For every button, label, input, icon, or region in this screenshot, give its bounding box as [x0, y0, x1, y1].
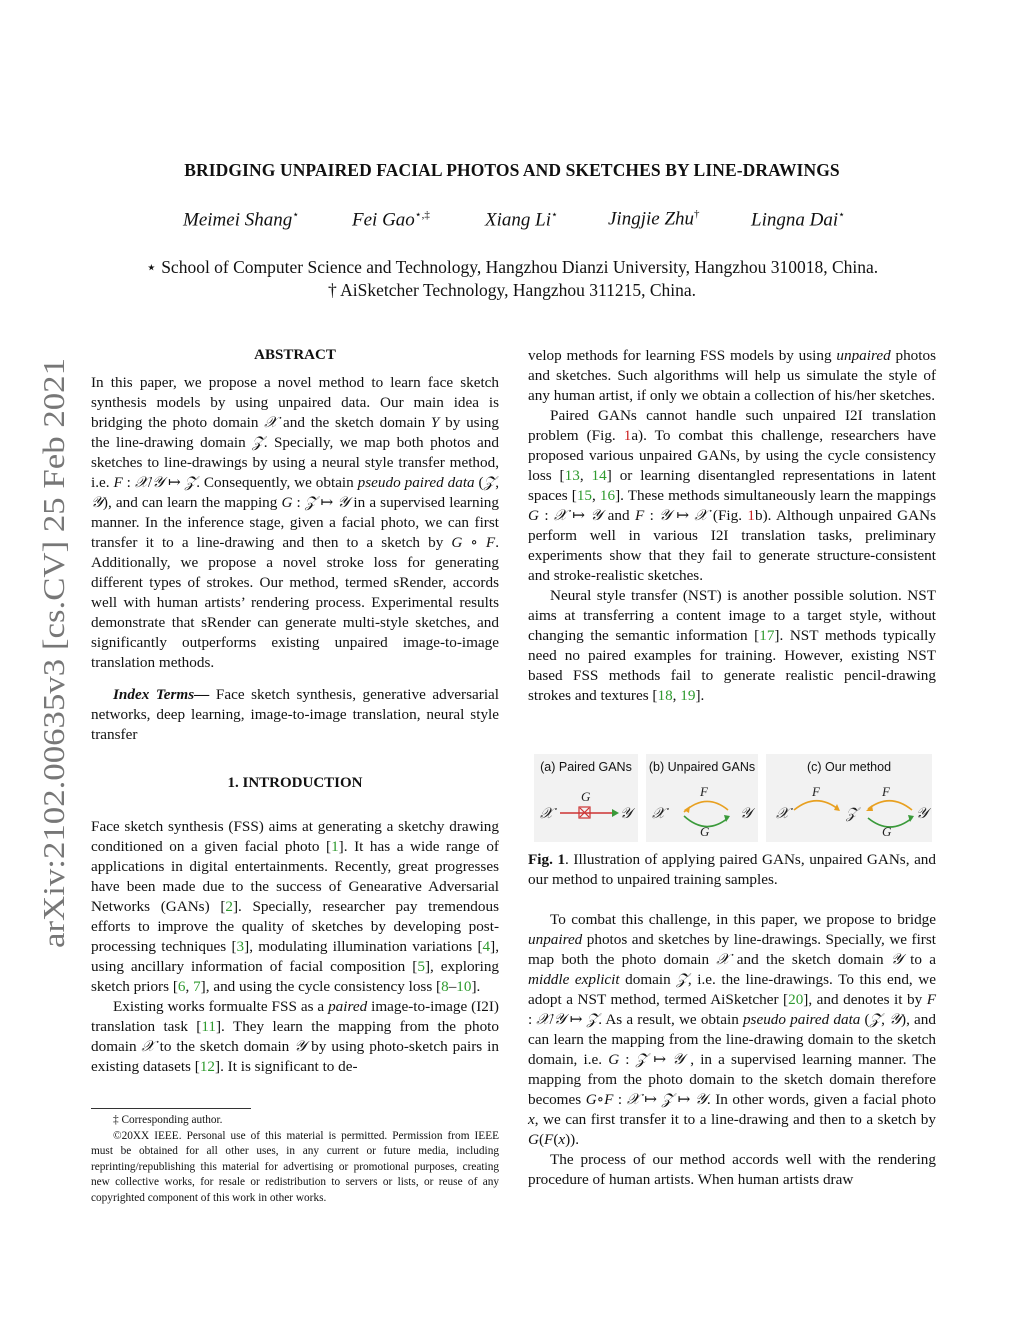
- mapping-g-label: G: [700, 824, 710, 839]
- domain-x-symbol: 𝒳: [776, 806, 789, 822]
- author-mark: ⋆,‡: [414, 209, 430, 221]
- panel-b-title: (b) Unpaired GANs: [648, 760, 756, 774]
- panel-a-diagram: [534, 754, 638, 842]
- panel-b-diagram: [646, 754, 758, 842]
- left-column: [91, 345, 499, 1077]
- author-name: Meimei Shang: [183, 209, 293, 231]
- author-4: [608, 208, 700, 230]
- footnote-corresponding: ‡ Corresponding author.: [113, 1114, 223, 1126]
- arrow-head: [612, 809, 619, 817]
- arxiv-stamp-text: arXiv:2102.00635v3 [cs.CV] 25 Feb 2021: [36, 422, 71, 948]
- author-mark: ⋆: [550, 209, 558, 221]
- mapping-g-label: G: [882, 824, 892, 839]
- intro-heading: 1. INTRODUCTION: [227, 775, 363, 791]
- domain-y-symbol: 𝒴: [740, 806, 752, 822]
- arxiv-stamp: [30, 350, 76, 950]
- caption-text: . Illustration of applying paired GANs, unpaired GANs, and our method to unpaired training samples.: [528, 851, 936, 888]
- author-3: [485, 208, 558, 231]
- footnote-rule: [91, 1108, 251, 1109]
- figure-panel-b: [646, 754, 758, 842]
- paper-title: BRIDGING UNPAIRED FACIAL PHOTOS AND SKETCHES BY LINE-DRAWINGS: [184, 160, 840, 180]
- author-2: [352, 208, 430, 231]
- intro-paragraph-2-cont: velop methods for learning FSS models by using unpaired photos and sketches. Such algorithms will help us simulate the style of any human artist, if only we obtain a collection of his/her sketches.: [528, 347, 936, 404]
- author-mark: ⋆: [838, 209, 845, 221]
- domain-z-symbol: 𝒵: [846, 806, 858, 822]
- intro-paragraph-5: To combat this challenge, in this paper, we propose to bridge unpaired photos and sketches by line-drawings. Specially, we first map both the photo domain 𝒳 and the sketch domain 𝒴 to a middle explicit domain 𝒵, i.e. the line-drawings. To this end, we adopt a NST method, termed AiSketcher [20], and denotes it by F : 𝒳/𝒴 ↦ 𝒵. As a result, we obtain pseudo paired data (𝒵, 𝒴), and can learn the mapping from the line-drawing domain to the sketch domain, i.e. G : 𝒵 ↦ 𝒴 , in a supervised learning manner. The mapping from the photo domain to the sketch domain therefore becomes G∘F : 𝒳 ↦ 𝒵 ↦ 𝒴. In other words, given a facial photo x, we can first transfer it to a line-drawing and then to a sketch by G(F(x)).: [528, 911, 937, 1148]
- footnote-copyright: ©20XX IEEE. Personal use of this material is permitted. Permission from IEEE must be obtained for all other uses, in any current or future media, including reprinting/republishing this material for advertising or promotional purposes, creating new collective works, for resale or redistribution to servers or lists, or reuse of any copyrighted component of this work in other works.: [91, 1129, 499, 1204]
- author-mark: ⋆: [292, 209, 300, 221]
- affiliation-2: † AiSketcher Technology, Hangzhou 311215, China.: [328, 280, 696, 300]
- mapping-g-label: G: [581, 789, 591, 804]
- panel-c-title: (c) Our method: [806, 760, 892, 774]
- caption-label: Fig. 1: [528, 851, 566, 868]
- author-mark: †: [694, 208, 700, 220]
- index-terms-text: Face sketch synthesis, generative adversarial networks, deep learning, image-to-image translation, neural style transfer: [91, 686, 499, 743]
- abstract-paragraph: In this paper, we propose a novel method to learn face sketch synthesis models by using unpaired data. Our main idea is bridging the photo domain 𝒳 and the sketch domain Y by using the line-drawing domain 𝒵. Specially, we map both photos and sketches to line-drawings by using a neural style transfer method, i.e. F : 𝒳/𝒴 ↦ 𝒵. Consequently, we obtain pseudo paired data (𝒵, 𝒴), and can learn the mapping G : 𝒵 ↦ 𝒴 in a supervised learning manner. In the inference stage, given a facial photo, we can first transfer it to a line-drawing and then to a sketch by G ∘ F. Additionally, we propose a novel stroke loss for generating different types of strokes. Our method, termed sRender, accords well with human artists’ rendering process. Experimental results demonstrate that sRender can generate multi-style sketches, and significantly outperforms existing unpaired image-to-image translation methods.: [91, 374, 499, 671]
- panel-a-title: (a) Paired GANs: [540, 760, 632, 774]
- intro-paragraph-4: Neural style transfer (NST) is another possible solution. NST aims at transferring a content image to a target style, without changing the semantic information [17]. NST methods typically need no paired examples for training. However, existing NST based FSS methods fail to generate realistic pencil-drawing strokes and textures [18, 19].: [528, 587, 936, 704]
- index-terms: [91, 685, 499, 745]
- arrow-f-y-head: [866, 805, 873, 811]
- author-1: [183, 208, 299, 231]
- author-name: Xiang Li: [485, 209, 551, 231]
- mapping-f-label: F: [700, 784, 708, 799]
- abstract-heading: ABSTRACT: [254, 347, 336, 363]
- figure-1: [534, 754, 932, 844]
- author-name: Jingjie Zhu: [608, 208, 695, 230]
- arrow-f-x-to-z: [794, 801, 838, 810]
- author-name: Lingna Dai: [751, 209, 839, 231]
- right-column-lower: [528, 910, 936, 1190]
- mapping-f-label: F: [812, 784, 820, 799]
- domain-y-symbol: 𝒴: [916, 806, 928, 822]
- arrow-f-y-to-z: [868, 801, 912, 810]
- figure-1-caption: [528, 850, 936, 890]
- domain-y-symbol: 𝒴: [620, 806, 632, 822]
- intro-paragraph-6: The process of our method accords well with the rendering procedure of human artists. When human artists draw: [528, 1151, 936, 1188]
- author-list: [0, 208, 1024, 234]
- index-terms-label: Index Terms—: [113, 686, 210, 703]
- footnotes: [91, 1108, 499, 1206]
- panel-c-diagram: [766, 754, 932, 842]
- mapping-f-label-2: F: [882, 784, 890, 799]
- author-5: [751, 208, 845, 231]
- figure-panel-c: [766, 754, 932, 842]
- domain-x-symbol: 𝒳: [540, 806, 553, 822]
- figure-panel-a: [534, 754, 638, 842]
- domain-x-symbol: 𝒳: [652, 806, 665, 822]
- author-name: Fei Gao: [352, 209, 415, 231]
- intro-paragraph-3: Paired GANs cannot handle such unpaired I2I translation problem (Fig. 1a). To combat this challenge, researchers have proposed various unpaired GANs, by using the cycle consistency loss [13, 14] or learning disentangled representations in latent spaces [15, 16]. These methods simultaneously learn the mappings G : 𝒳 ↦ 𝒴 and F : 𝒴 ↦ 𝒳 (Fig. 1b). Although unpaired GANs perform well in various I2I translation tasks, preliminary experiments show that they fail to generate structure-consistent and stroke-realistic sketches.: [528, 407, 936, 584]
- intro-paragraph-1: Face sketch synthesis (FSS) aims at generating a sketchy drawing conditioned on a given facial photo [1]. It has a wide range of applications in digital entertainments. Recently, great progresses have been made due to the success of Genearative Adversarial Networks (GANs) [2]. Specially, researcher pay tremendous efforts to improve the quality of sketches by developing post-processing techniques [3], modulating illumination variations [4], using ancillary information of facial composition [5], exploring sketch priors [6, 7], and using the cycle consistency loss [8–10].: [91, 818, 500, 995]
- arrow-f-curve: [684, 801, 728, 812]
- intro-paragraph-2: Existing works formualte FSS as a paired image-to-image (I2I) translation task [11]. They learn the mapping from the photo domain 𝒳 to the sketch domain 𝒴 by using photo-sketch pairs in existing datasets [12]. It is significant to de-: [91, 998, 500, 1075]
- affiliation-1: ⋆ School of Computer Science and Technology, Hangzhou Dianzi University, Hangzhou 310018, China.: [145, 257, 879, 277]
